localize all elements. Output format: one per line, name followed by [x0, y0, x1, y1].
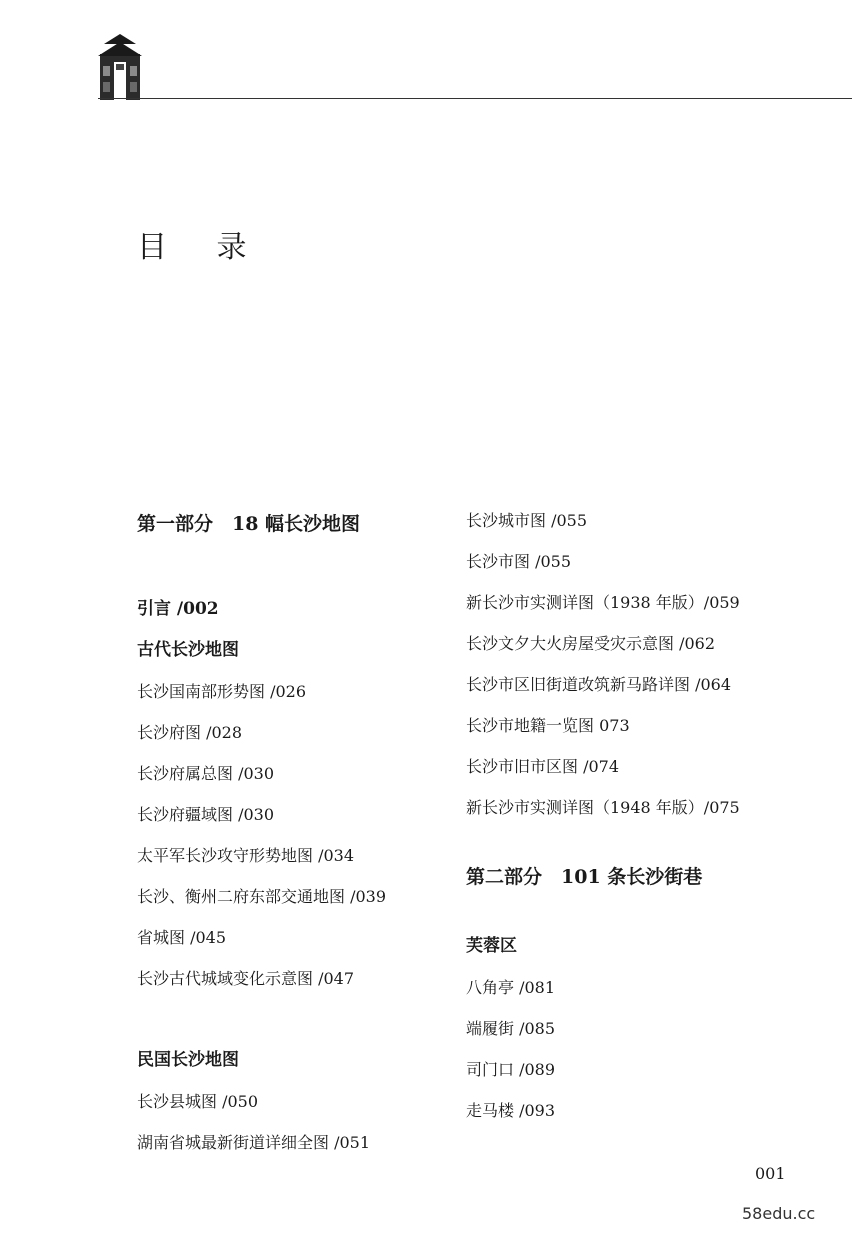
toc-entry: 长沙县城图 /050 [137, 1092, 259, 1111]
spacer [137, 548, 447, 589]
toc-entry: 长沙文夕大火房屋受灾示意图 /062 [466, 634, 716, 653]
toc-entry: 湖南省城最新街道详细全图 /051 [137, 1133, 371, 1152]
toc-entry: 新长沙市实测详图（1938 年版）/059 [466, 593, 740, 612]
toc-part-heading: 第二部分 101 条长沙街巷 [466, 866, 703, 888]
toc-entry: 长沙国南部形势图 /026 [137, 682, 307, 701]
toc-entry: 太平军长沙攻守形势地图 /034 [137, 846, 355, 865]
toc-entry: 省城图 /045 [137, 928, 227, 947]
toc-entry: 长沙古代城域变化示意图 /047 [137, 969, 355, 988]
spacer [466, 901, 846, 926]
toc-entry: 长沙府疆域图 /030 [137, 805, 275, 824]
toc-section-heading: 芙蓉区 [466, 936, 517, 956]
toc-title: 目 录 [137, 230, 267, 265]
toc-entry: 长沙、衡州二府东部交通地图 /039 [137, 887, 387, 906]
toc-entry: 长沙府图 /028 [137, 723, 243, 742]
toc-entry: 走马楼 /093 [466, 1101, 556, 1120]
toc-section-heading: 引言 /002 [137, 599, 219, 619]
toc-entry: 长沙市区旧街道改筑新马路详图 /064 [466, 675, 732, 694]
pailou-gate-icon [98, 32, 142, 100]
toc-left-column [137, 500, 447, 1163]
toc-entry: 长沙市地籍一览图 073 [466, 716, 630, 735]
toc-entry: 新长沙市实测详图（1948 年版）/075 [466, 798, 740, 817]
toc-entry: 端履街 /085 [466, 1019, 556, 1038]
toc-entry: 长沙城市图 /055 [466, 511, 588, 530]
toc-entry: 长沙市旧市区图 /074 [466, 757, 620, 776]
toc-section-heading: 古代长沙地图 [137, 640, 239, 660]
toc-entry: 长沙市图 /055 [466, 552, 572, 571]
toc-entry: 八角亭 /081 [466, 978, 556, 997]
spacer [466, 828, 846, 853]
page-number: 001 [755, 1164, 786, 1183]
spacer [137, 999, 447, 1040]
toc-part-heading: 第一部分 18 幅长沙地图 [137, 513, 361, 535]
toc-entry: 长沙府属总图 /030 [137, 764, 275, 783]
toc-entry: 司门口 /089 [466, 1060, 556, 1079]
toc-section-heading: 民国长沙地图 [137, 1050, 239, 1070]
header-rule [98, 98, 852, 99]
toc-right-column [466, 500, 846, 1131]
watermark: 58edu.cc [742, 1204, 816, 1223]
